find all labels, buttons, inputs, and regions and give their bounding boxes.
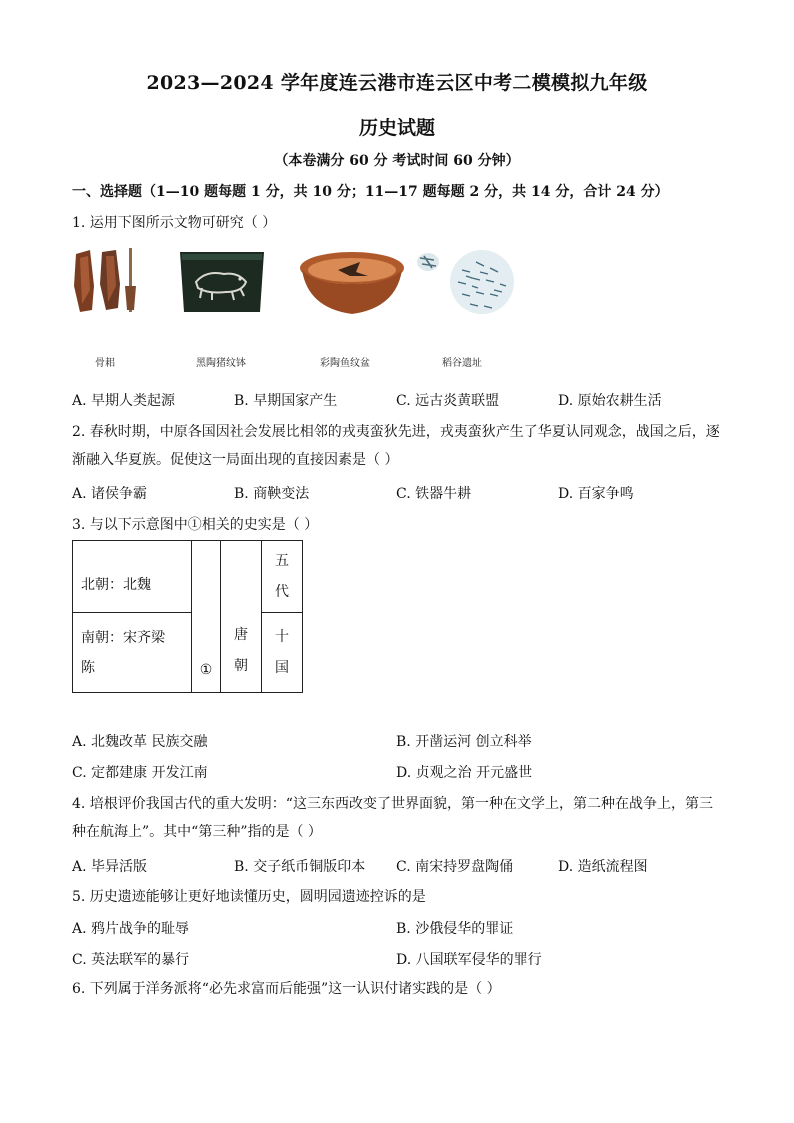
rice-site-image <box>414 248 514 318</box>
caption-rice-site: 稻谷遗址 <box>442 358 482 369</box>
option-b[interactable]: B. 沙俄侵华的罪证 <box>396 921 514 937</box>
question-3-stem: 3. 与以下示意图中①相关的史实是（ ） <box>72 517 319 533</box>
question-2-stem: 2. 春秋时期，中原各国因社会发展比相邻的戎夷蛮狄先进，戎夷蛮狄产生了华夏认同观念，战国之后，逐渐融入华夏族。促使这一局面出现的直接因素是（ ） <box>72 424 720 468</box>
exam-title: 2023—2024 学年度连云港市连云区中考二模模拟九年级 <box>146 72 648 94</box>
caption-black-pottery: 黑陶猪纹钵 <box>196 358 246 369</box>
question-4-stem: 4. 培根评价我国古代的重大发明：“这三东西改变了世界面貌，第一种在文学上，第二种在战争上，第三种在航海上”。其中“第三种”指的是（ ） <box>72 796 713 840</box>
option-d[interactable]: D. 贞观之治 开元盛世 <box>396 765 533 781</box>
exam-subject: 历史试题 <box>358 117 435 139</box>
caption-bone-spade: 骨耜 <box>95 358 115 369</box>
exam-note: （本卷满分 60 分 考试时间 60 分钟） <box>274 153 520 169</box>
south-dynasty-label: 南朝：宋齐梁陈 <box>81 629 165 676</box>
option-b[interactable]: B. 开凿运河 创立科举 <box>396 734 532 750</box>
option-a[interactable]: A. 北魏改革 民族交融 <box>72 734 208 750</box>
shiguo-cell <box>262 613 303 693</box>
option-d[interactable]: D. 百家争鸣 <box>558 486 634 502</box>
question-1-options <box>72 390 724 412</box>
option-a[interactable]: A. 早期人类起源 <box>72 393 176 409</box>
mark-cell <box>192 541 221 693</box>
option-d[interactable]: D. 造纸流程图 <box>558 859 648 875</box>
option-c[interactable]: C. 英法联军的暴行 <box>72 952 190 968</box>
shiguo-char-1: 十 <box>275 628 289 645</box>
option-a[interactable]: A. 毕异活版 <box>72 859 148 875</box>
option-c[interactable]: C. 南宋持罗盘陶俑 <box>396 859 514 875</box>
option-b[interactable]: B. 商鞅变法 <box>234 486 310 502</box>
question-1-stem: 1. 运用下图所示文物可研究（ ） <box>72 215 277 231</box>
wudai-char-2: 代 <box>275 583 289 600</box>
south-dynasty-cell <box>73 613 192 693</box>
option-d[interactable]: D. 八国联军侵华的罪行 <box>396 952 542 968</box>
option-c[interactable]: C. 远古炎黄联盟 <box>396 393 500 409</box>
north-dynasty-label: 北朝：北魏 <box>81 576 151 593</box>
option-d[interactable]: D. 原始农耕生活 <box>558 393 662 409</box>
question-5-stem: 5. 历史遗迹能够让更好地读懂历史，圆明园遗迹控诉的是 <box>72 889 426 905</box>
tang-cell <box>221 541 262 693</box>
north-dynasty-cell <box>73 541 192 613</box>
question-2-options <box>72 483 724 505</box>
dynasty-diagram-table <box>72 540 303 693</box>
wudai-char-1: 五 <box>275 552 289 569</box>
option-c[interactable]: C. 定都建康 开发江南 <box>72 765 208 781</box>
bone-spade-image <box>70 246 146 316</box>
question-4-options <box>72 856 724 878</box>
question-3-options-row1 <box>72 731 724 753</box>
question-3-options-row2 <box>72 762 724 784</box>
shiguo-char-2: 国 <box>275 659 289 676</box>
painted-pottery-basin-image <box>298 248 406 318</box>
circled-one-mark: ① <box>199 662 213 678</box>
section-heading: 一、选择题（1—10 题每题 1 分，共 10 分；11—17 题每题 2 分，共 14 分，合计 24 分） <box>72 184 669 200</box>
option-a[interactable]: A. 鸦片战争的耻辱 <box>72 921 190 937</box>
question-5-options-row2 <box>72 949 724 971</box>
question-5-options-row1 <box>72 918 724 940</box>
question-6-stem: 6. 下列属于洋务派将“必先求富而后能强”这一认识付诸实践的是（ ） <box>72 981 501 997</box>
tang-char-2: 朝 <box>234 658 248 674</box>
caption-painted-pottery: 彩陶鱼纹盆 <box>320 358 370 369</box>
option-b[interactable]: B. 早期国家产生 <box>234 393 338 409</box>
option-b[interactable]: B. 交子纸币铜版印本 <box>234 859 366 875</box>
black-pottery-bowl-image <box>176 248 268 316</box>
tang-char-1: 唐 <box>234 627 248 643</box>
option-c[interactable]: C. 铁器牛耕 <box>396 486 472 502</box>
option-a[interactable]: A. 诸侯争霸 <box>72 486 148 502</box>
wudai-cell <box>262 541 303 613</box>
